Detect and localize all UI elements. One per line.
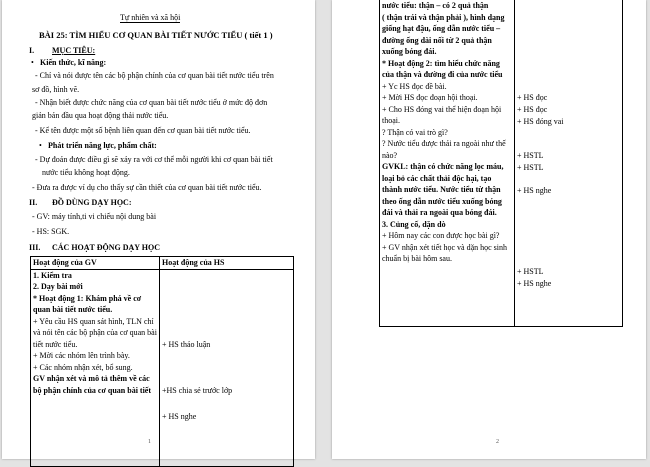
gv-line: 1. Kiểm tra [33, 270, 72, 280]
gv-line: bộ phận chính của cơ quan bài tiết [33, 385, 152, 395]
gv-line: tiết nước tiểu. [33, 339, 78, 349]
gv-line: ( thận trái và thận phải ), hình dạng [382, 12, 505, 22]
document-page-2 [332, 0, 646, 459]
gv-activity-cell [31, 269, 160, 466]
table-row [31, 269, 294, 466]
knowledge-line: - Nhận biết được chức năng của cơ quan bài tiết nước tiểu ở mức độ đơn [35, 98, 268, 107]
quality-line: - Đưa ra được ví dụ cho thấy sự cần thiết của cơ quan bài tiết nước tiểu. [32, 183, 262, 192]
gv-line: xuống bóng đái. [382, 47, 437, 56]
knowledge-heading: Kiến thức, kĩ năng: [40, 58, 107, 67]
gv-line: ? Thận có vai trò gì? [382, 127, 448, 137]
page-number: 1 [148, 439, 151, 445]
quality-heading: Phát triển năng lực, phẩm chất: [48, 141, 157, 150]
materials-line: - HS: SGK. [32, 227, 70, 236]
gv-line: của thận và đường đi của nước tiểu [382, 70, 503, 79]
gv-line: + Yc HS đọc đề bài. [382, 81, 447, 91]
gv-line: ? Nước tiểu được thải ra ngoài như thế [382, 139, 506, 148]
column-header-hs: Hoạt động của HS [160, 257, 294, 270]
section-1-number: I. [29, 46, 35, 55]
gv-line: quan bài tiết nước tiểu. [33, 305, 113, 314]
hs-activity-cell [515, 0, 623, 327]
hs-note: + HS thảo luận [162, 339, 211, 349]
quality-line: - Dự đoán được điều gì sẽ xảy ra với cơ thể mỗi người khi cơ quan bài tiết [35, 155, 273, 164]
gv-line: nào? [382, 150, 398, 160]
hs-note: + HS nghe [517, 186, 552, 195]
knowledge-line: - Chỉ và nói được tên các bộ phận chính của cơ quan bài tiết nước tiểu trên [35, 71, 274, 80]
gv-line: * Hoạt động 2: tìm hiểu chức năng [382, 58, 500, 68]
lesson-title: BÀI 25: TÌM HIỂU CƠ QUAN BÀI TIẾT NƯỚC TIỂU ( tiết 1 ) [39, 30, 273, 40]
gv-line: giống hạt đậu, ống dẫn nước tiểu – [382, 24, 501, 33]
gv-line: và nói tên các bộ phận của cơ quan bài [33, 328, 157, 337]
page-header: Tự nhiên và xã hội [120, 13, 181, 22]
gv-line: + GV nhận xét tiết học và dặn học sinh [382, 242, 508, 252]
hs-note: +HS chia sẻ trước lớp [162, 385, 233, 395]
gv-line: loại bỏ các chất thải độc hại, tạo [382, 173, 492, 183]
activity-table [30, 256, 294, 467]
gv-line: thoại. [382, 116, 400, 125]
activity-table-continued [379, 0, 623, 327]
hs-note: + HS nghe [162, 411, 197, 421]
quality-line: nước tiểu không hoạt động. [42, 168, 130, 177]
gv-line: + Hôm nay các con được học bài gì? [382, 231, 500, 240]
gv-line: + Mời HS đọc đoạn hội thoại. [382, 93, 478, 102]
table-row [380, 0, 623, 327]
knowledge-line: giản bản đầu qua hoạt động thải nước tiểu. [32, 111, 169, 120]
gv-line: đường ống dài nối từ 2 quả thận [382, 35, 492, 45]
document-page-1 [2, 0, 315, 459]
bullet-icon: • [39, 141, 42, 150]
gv-line: thành nước tiểu. Nước tiểu từ thận [382, 185, 501, 194]
table-header-row [31, 257, 294, 270]
section-3-title: CÁC HOẠT ĐỘNG DẠY HỌC [52, 243, 161, 252]
column-header-gv: Hoạt động của GV [31, 257, 160, 270]
gv-line: đái và thải ra ngoài qua bóng đái. [382, 208, 497, 217]
gv-line: + Mời các nhóm lên trình bày. [33, 351, 130, 360]
gv-line: + Các nhóm nhận xét, bổ sung. [33, 362, 133, 372]
gv-line: chuẩn bị bài hôm sau. [382, 254, 452, 263]
hs-note: + HS nghe [517, 279, 552, 288]
hs-activity-cell [160, 269, 294, 466]
section-1-title: MỤC TIÊU: [52, 46, 96, 55]
gv-line: + Yêu cầu HS quan sát hình, TLN chỉ [33, 316, 154, 326]
gv-line: 3. Củng cố, dặn dò [382, 219, 446, 229]
knowledge-line: - Kể tên được một số bệnh liên quan đến cơ quan bài tiết nước tiểu. [35, 126, 251, 135]
hs-note: + HSTL [517, 267, 544, 276]
bullet-icon: • [31, 58, 34, 67]
page-number: 2 [496, 439, 499, 445]
section-2-number: II. [29, 198, 38, 207]
hs-note: + HS đóng vai [517, 117, 564, 126]
gv-line: theo ống dẫn nước tiểu xuống bóng [382, 196, 502, 206]
gv-activity-cell [380, 0, 515, 327]
section-3-number: III. [29, 243, 41, 252]
gv-line: GV nhận xét và mô tả thêm về các [33, 374, 150, 383]
gv-line: nước tiểu: thận – có 2 quả thận [382, 1, 489, 10]
gv-line: 2. Dạy bài mới [33, 282, 83, 291]
gv-line: + Cho HS đóng vai thể hiện đoạn hội [382, 104, 502, 114]
gv-line: * Hoạt động 1: Khám phá về cơ [33, 293, 142, 303]
hs-note: + HS đọc [517, 93, 548, 102]
gv-line: GVKL: thận có chức năng lọc máu, [382, 162, 504, 171]
hs-note: + HSTL [517, 151, 544, 160]
hs-note: + HS đọc [517, 105, 548, 114]
knowledge-line: sơ đồ, hình vẽ. [32, 85, 80, 94]
hs-note: + HSTL [517, 163, 544, 172]
section-2-title: ĐỒ DÙNG DẠY HỌC: [52, 198, 132, 207]
materials-line: - GV: máy tính,ti vi chiếu nội dung bài [32, 212, 157, 221]
